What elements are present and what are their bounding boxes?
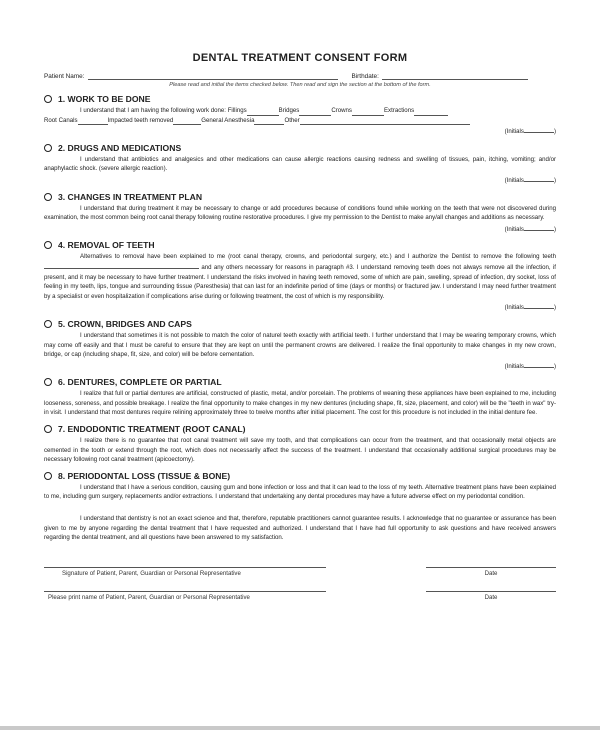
section-body: I realize that full or partial dentures are artificial, constructed of plastic, metal, and/or porcelain. The problems of weaning these appliances have been explained to me, including looseness, soreness, and possible breakage. I realize the final opportunity to make changes in my new dentures (including shape, fit, size, placement, and color) will be the "teeth in wax" try-in visit. I understand that most dentures require relining approximately three to twelve months after initial placement. The cost for this procedure is not included in the initial denture fee. (44, 390, 556, 417)
signature-date-group (426, 567, 556, 577)
section-title: 8. PERIODONTAL LOSS (TISSUE & BONE) (58, 470, 231, 481)
initials-line: (Initials ) (504, 304, 556, 312)
signature-field[interactable] (44, 567, 326, 568)
section-heading (44, 424, 556, 434)
section-body: I understand that sometimes it is not possible to match the color of naturel teeth exactly with artificial teeth. I further understand that I may be wearing temporary crowns, which may come off easily and that I must be careful to ensure that they are kept on until the permanent crowns are delivered. I realize the final opportunity to make changes in my new crown, bridge, or cap (including shape, fit, size, and color) will be before cementation. (44, 331, 556, 359)
checkbox-circle-icon[interactable] (44, 95, 52, 103)
date-caption: Date (484, 593, 498, 601)
section-title: 3. CHANGES IN TREATMENT PLAN (58, 191, 203, 202)
other-field[interactable] (300, 117, 470, 125)
patient-info-row (44, 72, 556, 80)
section-heading (44, 471, 556, 481)
section-title: 1. WORK TO BE DONE (58, 94, 151, 104)
print-date-field[interactable] (426, 591, 556, 592)
section-body: I understand that during treatment it may be necessary to change or add procedures because of conditions found while working on the teeth that were not discovered during examination, the most common being root canal therapy following routine restorative procedures. I give my permission to the Dentist to make any/all changes and additions as necessary. (44, 204, 556, 222)
section-periodontal-loss (44, 471, 556, 502)
page-bottom-edge (0, 726, 600, 730)
section-body: I realize there is no guarantee that root canal treatment will save my tooth, and that complications can occur from the treatment, and that occasionally metal objects are cemented in the tooth or extend through the root, which does not necessarily affect the success of the treatment. I understand that occasionally additional surgical procedures may be necessary following root canal treatment (apicoectomy). (44, 437, 556, 464)
section-drugs-and-medications (44, 143, 556, 186)
crowns-field[interactable] (352, 108, 384, 116)
print-name-field[interactable] (44, 591, 326, 592)
section-dentures (44, 377, 556, 418)
checkbox-circle-icon[interactable] (44, 144, 52, 152)
section-body: I understand that antibiotics and analgesics and other medications can cause allergic reactions causing redness and swelling of tissues, pain, itching, vomiting; and/or anaphylactic shock. (severe allergic reaction). (44, 155, 556, 173)
instructions-note: Please read and initial the items checked below. Then read and sign the section at the bottom of the form. (169, 82, 431, 88)
initials-field[interactable] (524, 361, 554, 368)
initials-line: (Initials ) (504, 225, 556, 233)
general-anesthesia-field[interactable] (254, 117, 284, 125)
extractions-field[interactable] (414, 108, 448, 116)
section-title: 7. ENDODONTIC TREATMENT (ROOT CANAL) (58, 424, 246, 435)
form-title: DENTAL TREATMENT CONSENT FORM (192, 52, 408, 64)
section-title: 2. DRUGS AND MEDICATIONS (58, 142, 182, 153)
initials-field[interactable] (524, 126, 554, 133)
patient-name-field[interactable] (88, 72, 338, 80)
checkbox-circle-icon[interactable] (44, 472, 52, 480)
root-canals-field[interactable] (78, 117, 108, 125)
section-crown-bridges-caps (44, 319, 556, 371)
print-name-row (44, 591, 556, 601)
checkbox-circle-icon[interactable] (44, 320, 52, 328)
signature-block (44, 567, 556, 601)
teeth-to-remove-field[interactable] (44, 262, 199, 269)
date-caption: Date (484, 569, 498, 577)
initials-line: (Initials ) (504, 128, 556, 136)
section-removal-of-teeth (44, 240, 556, 313)
section-work-to-be-done (44, 94, 556, 137)
section-heading (44, 94, 556, 104)
checkbox-circle-icon[interactable] (44, 425, 52, 433)
section-title: 5. CROWN, BRIDGES AND CAPS (58, 318, 192, 329)
section-heading (44, 240, 556, 250)
signature-caption: Signature of Patient, Parent, Guardian or Personal Representative (62, 569, 241, 577)
initials-field[interactable] (524, 302, 554, 309)
signature-row (44, 567, 556, 577)
closing-statement: I understand that dentistry is not an exact science and that, therefore, reputable practitioners cannot guarantee results. I acknowledge that no guarantee or assurance has been given to me by anyone regarding the dental treatment that I have requested and authorized. I understand that I have had full opportunity to ask questions and have received answers regarding the dental treatment, and all questions have been answered to my satisfaction. (44, 515, 556, 542)
section-changes-in-treatment-plan (44, 192, 556, 235)
section-body: Alternatives to removal have been explained to me (root canal therapy, crowns, and periodontal surgery, etc.) and I authorize the Dentist to remove the following teeth and any others necessary for reasons in paragraph #3. I understand removing teeth does not always remove all the infection, if present, and it may be necessary to have further treatment. I understand the risks involved in having teeth removed, some of which are pain, swelling, spread of infection, dry socket, loss of feeling in my teeth, lips, tongue and surrounding tissue (Paresthesia) that can last for an indefinite period of time (days or months) or fractured jaw. I understand I may need further treatment by a specialist or even hospitalization if complications arise during or following treatment, the cost of which is my responsibility. (44, 253, 556, 300)
print-name-field-group (44, 591, 326, 601)
work-line-1: I understand that I am having the following work done: Fillings Bridges Crowns Extractions (44, 106, 556, 116)
print-name-caption: Please print name of Patient, Parent, Guardian or Personal Representative (48, 593, 250, 601)
initials-line: (Initials ) (504, 176, 556, 184)
initials-field[interactable] (524, 224, 554, 231)
bridges-field[interactable] (299, 108, 331, 116)
section-title: 6. DENTURES, COMPLETE OR PARTIAL (58, 377, 222, 388)
checkbox-circle-icon[interactable] (44, 378, 52, 386)
patient-name-label: Patient Name: (44, 73, 85, 80)
section-title: 4. REMOVAL OF TEETH (58, 240, 155, 251)
birthdate-label: Birthdate: (351, 73, 379, 80)
fillings-field[interactable] (247, 108, 279, 116)
checkbox-circle-icon[interactable] (44, 241, 52, 249)
checkbox-circle-icon[interactable] (44, 193, 52, 201)
work-line-2: Root Canals Impacted teeth removed General Anesthesia Other (44, 116, 556, 126)
section-heading (44, 143, 556, 153)
signature-field-group (44, 567, 326, 577)
section-heading (44, 319, 556, 329)
print-date-group (426, 591, 556, 601)
signature-date-field[interactable] (426, 567, 556, 568)
section-heading (44, 192, 556, 202)
section-body: I understand that I have a serious condition, causing gum and bone infection or loss and that it can lead to the loss of my teeth. Alternative treatment plans have been explained to me, including gum surgery, replacements and/or extractions. I understand that undertaking any dental procedures may have a future adverse effect on my periodontal condition. (44, 483, 556, 501)
birthdate-field[interactable] (382, 72, 528, 80)
initials-field[interactable] (524, 175, 554, 182)
section-endodontic-treatment (44, 424, 556, 465)
section-heading (44, 377, 556, 387)
impacted-teeth-field[interactable] (173, 117, 201, 125)
initials-line: (Initials ) (504, 362, 556, 370)
